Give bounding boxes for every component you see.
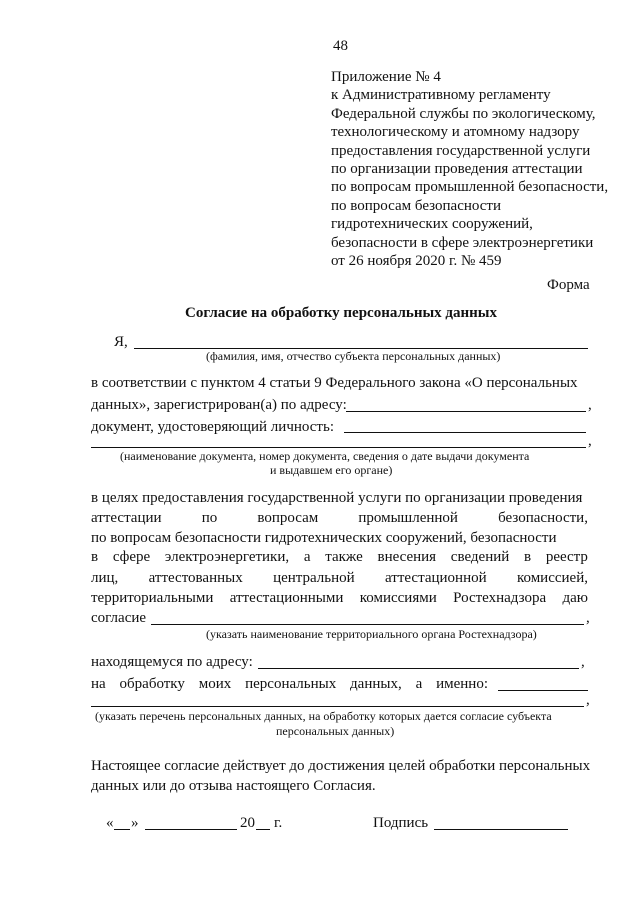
appendix-line: по организации проведения аттестации bbox=[331, 161, 583, 178]
identity-doc-field-cont[interactable] bbox=[91, 447, 586, 448]
hint-list-line2: персональных данных) bbox=[276, 724, 395, 738]
data-list-field[interactable] bbox=[498, 690, 588, 691]
comma: , bbox=[586, 610, 590, 626]
hint-list-line1: (указать перечень персональных данных, на обработку которых дается согласие субъекта bbox=[95, 709, 552, 723]
word: а bbox=[303, 549, 311, 565]
word: центральной bbox=[273, 570, 355, 586]
para2-line3: по вопросам безопасности гидротехнических сооружений, безопасности bbox=[91, 530, 557, 546]
word: внесения bbox=[377, 549, 437, 565]
day-field[interactable] bbox=[114, 829, 130, 830]
identity-doc-field[interactable] bbox=[344, 432, 586, 433]
word: электроэнергетики, bbox=[164, 549, 290, 565]
para1-line1: в соответствии с пунктом 4 статьи 9 Федерального закона «О персональных bbox=[91, 375, 578, 391]
word: вопросам bbox=[257, 510, 319, 526]
document-title: Согласие на обработку персональных данных bbox=[185, 305, 498, 321]
word: аттестационными bbox=[229, 590, 344, 606]
word: промышленной bbox=[358, 510, 458, 526]
word: по bbox=[201, 510, 218, 526]
word: Ростехнадзора bbox=[453, 590, 547, 606]
para2-line4 bbox=[91, 549, 588, 566]
organ-address-field[interactable] bbox=[258, 668, 579, 669]
appendix-line: безопасности в сфере электроэнергетики bbox=[331, 234, 594, 251]
comma: , bbox=[588, 397, 592, 413]
comma: , bbox=[586, 692, 590, 708]
appendix-line: Приложение № 4 bbox=[331, 69, 441, 85]
data-list-field-cont[interactable] bbox=[91, 706, 584, 707]
comma: , bbox=[588, 433, 592, 449]
word: территориальными bbox=[91, 590, 214, 606]
appendix-line: гидротехнических сооружений, bbox=[331, 216, 533, 233]
appendix-line: к Административному регламенту bbox=[331, 87, 551, 104]
word: персональных bbox=[245, 676, 337, 692]
page-number: 48 bbox=[333, 38, 348, 54]
word: на bbox=[91, 676, 106, 692]
para1-line3: документ, удостоверяющий личность: bbox=[91, 419, 334, 435]
hint-org: (указать наименование территориального органа Ростехнадзора) bbox=[206, 627, 537, 641]
address-field[interactable] bbox=[346, 411, 586, 412]
word: моих bbox=[198, 676, 232, 692]
appendix-line: от 26 ноября 2020 г. № 459 bbox=[331, 253, 502, 270]
para3-line1: находящемуся по адресу: bbox=[91, 654, 253, 670]
year-suffix: г. bbox=[274, 815, 283, 831]
para2-line7: согласие bbox=[91, 610, 147, 626]
para1-line2: данных», зарегистрирован(а) по адресу: bbox=[91, 397, 347, 413]
appendix-line: по вопросам промышленной безопасности, bbox=[331, 179, 609, 196]
hint-doc-line2: и выдавшем его органе) bbox=[270, 463, 393, 477]
word: даю bbox=[562, 590, 588, 606]
appendix-line: по вопросам безопасности bbox=[331, 197, 501, 214]
appendix-line: Федеральной службы по экологическому, bbox=[331, 105, 596, 122]
word: а bbox=[415, 676, 423, 692]
word: данных, bbox=[350, 676, 402, 692]
territorial-organ-field[interactable] bbox=[151, 624, 584, 625]
word: в bbox=[524, 549, 532, 565]
word: комиссией, bbox=[516, 570, 588, 586]
word: лиц, bbox=[91, 570, 119, 586]
appendix-line: технологическому и атомному надзору bbox=[331, 124, 580, 141]
para2-line5 bbox=[91, 570, 588, 587]
signature-label: Подпись bbox=[373, 815, 429, 831]
word: аттестованных bbox=[148, 570, 243, 586]
date-close-quote: » bbox=[131, 815, 139, 831]
para2-line6 bbox=[91, 590, 588, 607]
year-prefix: 20 bbox=[240, 815, 255, 831]
word: также bbox=[325, 549, 363, 565]
appendix-line: предоставления государственной услуги bbox=[331, 142, 591, 159]
word: в bbox=[91, 549, 99, 565]
para3-line2 bbox=[91, 676, 488, 693]
signature-field[interactable] bbox=[434, 829, 568, 830]
word: сфере bbox=[112, 549, 151, 565]
para2-line1: в целях предоставления государственной услуги по организации проведения bbox=[91, 490, 583, 506]
word: сведений bbox=[450, 549, 510, 565]
form-label: Форма bbox=[547, 277, 590, 293]
word: аттестации bbox=[91, 510, 162, 526]
ya-label: Я, bbox=[114, 334, 128, 350]
date-open-quote: « bbox=[106, 815, 114, 831]
word: обработку bbox=[119, 676, 185, 692]
word: комиссиями bbox=[359, 590, 437, 606]
month-field[interactable] bbox=[145, 829, 237, 830]
word: безопасности, bbox=[498, 510, 588, 526]
word: аттестационной bbox=[385, 570, 487, 586]
word: именно: bbox=[436, 676, 488, 692]
year-field[interactable] bbox=[256, 829, 270, 830]
hint-doc-line1: (наименование документа, номер документа, сведения о дате выдачи документа bbox=[120, 449, 530, 463]
word: реестр bbox=[545, 549, 588, 565]
final-line1: Настоящее согласие действует до достижения целей обработки персональных bbox=[91, 758, 591, 774]
para2-line2 bbox=[91, 510, 588, 527]
comma: , bbox=[581, 654, 585, 670]
appendix-block bbox=[331, 68, 608, 270]
hint-name: (фамилия, имя, отчество субъекта персональных данных) bbox=[206, 349, 501, 363]
final-line2: данных или до отзыва настоящего Согласия. bbox=[91, 778, 376, 794]
